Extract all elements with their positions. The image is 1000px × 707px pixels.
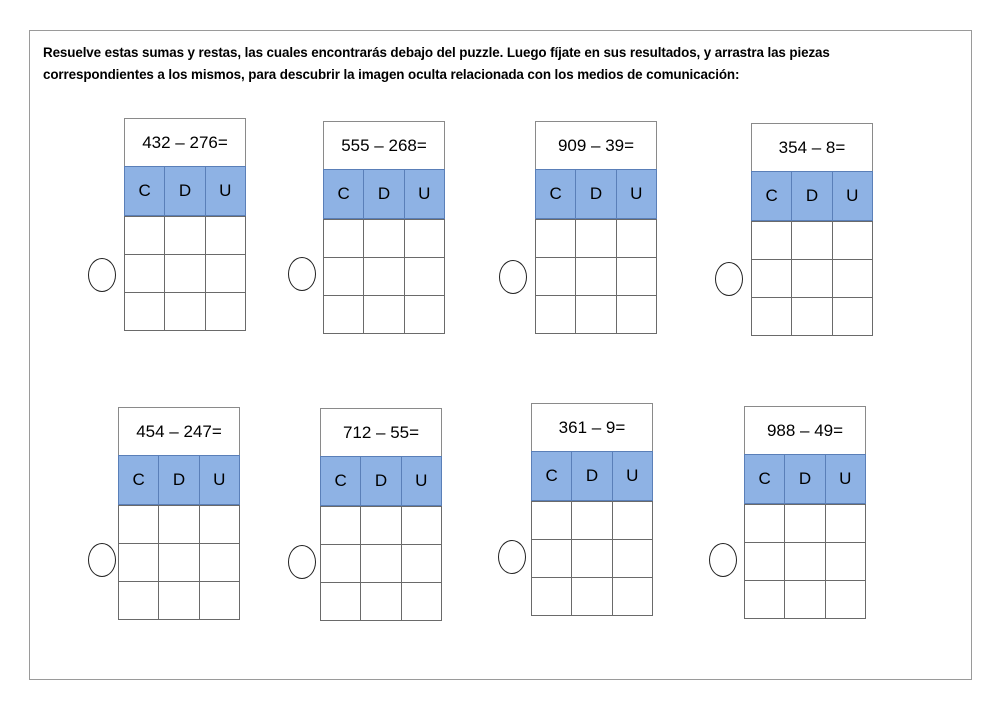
problem-expression: 712 – 55= — [320, 408, 442, 457]
operation-sign-circle[interactable] — [288, 257, 316, 291]
digit-cell[interactable] — [401, 506, 442, 545]
digit-cell[interactable] — [199, 581, 240, 620]
digit-cell[interactable] — [164, 292, 205, 331]
place-value-label: C — [320, 456, 361, 506]
digit-cell[interactable] — [199, 543, 240, 582]
answer-row — [744, 543, 866, 581]
answer-row — [118, 582, 240, 620]
digit-cell[interactable] — [158, 543, 199, 582]
answer-row — [744, 581, 866, 619]
place-value-label: U — [205, 166, 246, 216]
problem-expression: 432 – 276= — [124, 118, 246, 167]
digit-cell[interactable] — [401, 582, 442, 621]
digit-cell[interactable] — [571, 577, 612, 616]
digit-cell[interactable] — [535, 295, 576, 334]
operation-sign-circle[interactable] — [709, 543, 737, 577]
digit-cell[interactable] — [751, 259, 792, 298]
answer-row — [535, 220, 657, 258]
digit-cell[interactable] — [791, 221, 832, 260]
answer-row — [124, 293, 246, 331]
answer-row — [535, 296, 657, 334]
digit-cell[interactable] — [531, 539, 572, 578]
digit-cell[interactable] — [118, 505, 159, 544]
operation-sign-circle[interactable] — [715, 262, 743, 296]
place-value-label: C — [531, 451, 572, 501]
digit-cell[interactable] — [575, 219, 616, 258]
digit-cell[interactable] — [323, 219, 364, 258]
digit-cell[interactable] — [744, 542, 785, 581]
subtraction-problem — [751, 123, 873, 336]
digit-cell[interactable] — [158, 581, 199, 620]
answer-row — [323, 296, 445, 334]
place-value-label: C — [124, 166, 165, 216]
operation-sign-circle[interactable] — [88, 543, 116, 577]
subtraction-problem — [118, 407, 240, 620]
digit-cell[interactable] — [360, 544, 401, 583]
digit-cell[interactable] — [744, 504, 785, 543]
place-value-label: C — [751, 171, 792, 221]
place-value-label: C — [323, 169, 364, 219]
operation-sign-circle[interactable] — [499, 260, 527, 294]
subtraction-problem — [323, 121, 445, 334]
answer-row — [320, 545, 442, 583]
answer-row — [323, 258, 445, 296]
subtraction-problem — [320, 408, 442, 621]
digit-cell[interactable] — [118, 581, 159, 620]
digit-cell[interactable] — [205, 254, 246, 293]
digit-cell[interactable] — [320, 544, 361, 583]
place-value-header — [320, 457, 442, 507]
digit-cell[interactable] — [320, 506, 361, 545]
answer-row — [320, 583, 442, 621]
digit-cell[interactable] — [571, 501, 612, 540]
digit-cell[interactable] — [791, 297, 832, 336]
place-value-label: C — [118, 455, 159, 505]
place-value-header — [118, 456, 240, 506]
place-value-header — [323, 170, 445, 220]
digit-cell[interactable] — [531, 577, 572, 616]
place-value-label: D — [363, 169, 404, 219]
answer-row — [124, 217, 246, 255]
digit-cell[interactable] — [323, 257, 364, 296]
digit-cell[interactable] — [205, 216, 246, 255]
problem-expression: 988 – 49= — [744, 406, 866, 455]
digit-cell[interactable] — [832, 259, 873, 298]
place-value-label: D — [791, 171, 832, 221]
digit-cell[interactable] — [784, 542, 825, 581]
answer-row — [118, 506, 240, 544]
digit-cell[interactable] — [404, 295, 445, 334]
place-value-header — [531, 452, 653, 502]
digit-cell[interactable] — [744, 580, 785, 619]
operation-sign-circle[interactable] — [288, 545, 316, 579]
digit-cell[interactable] — [205, 292, 246, 331]
place-value-label: U — [825, 454, 866, 504]
digit-cell[interactable] — [401, 544, 442, 583]
place-value-label: U — [612, 451, 653, 501]
answer-row — [531, 578, 653, 616]
answer-row — [531, 540, 653, 578]
place-value-label: U — [616, 169, 657, 219]
place-value-label: D — [575, 169, 616, 219]
digit-cell[interactable] — [575, 295, 616, 334]
digit-cell[interactable] — [575, 257, 616, 296]
subtraction-problem — [531, 403, 653, 616]
place-value-label: U — [199, 455, 240, 505]
operation-sign-circle[interactable] — [498, 540, 526, 574]
answer-row — [751, 298, 873, 336]
place-value-header — [535, 170, 657, 220]
problem-expression: 909 – 39= — [535, 121, 657, 170]
place-value-label: U — [404, 169, 445, 219]
digit-cell[interactable] — [199, 505, 240, 544]
problem-expression: 354 – 8= — [751, 123, 873, 172]
digit-cell[interactable] — [320, 582, 361, 621]
digit-cell[interactable] — [832, 297, 873, 336]
problem-expression: 555 – 268= — [323, 121, 445, 170]
place-value-header — [744, 455, 866, 505]
answer-row — [124, 255, 246, 293]
digit-cell[interactable] — [751, 297, 792, 336]
place-value-label: D — [784, 454, 825, 504]
digit-cell[interactable] — [612, 577, 653, 616]
place-value-label: D — [571, 451, 612, 501]
answer-row — [118, 544, 240, 582]
answer-row — [535, 258, 657, 296]
subtraction-problem — [744, 406, 866, 619]
digit-cell[interactable] — [535, 257, 576, 296]
operation-sign-circle[interactable] — [88, 258, 116, 292]
subtraction-problem — [535, 121, 657, 334]
place-value-header — [751, 172, 873, 222]
digit-cell[interactable] — [571, 539, 612, 578]
digit-cell[interactable] — [791, 259, 832, 298]
digit-cell[interactable] — [164, 216, 205, 255]
place-value-label: C — [535, 169, 576, 219]
digit-cell[interactable] — [616, 219, 657, 258]
answer-row — [323, 220, 445, 258]
digit-cell[interactable] — [784, 580, 825, 619]
digit-cell[interactable] — [825, 542, 866, 581]
place-value-label: U — [401, 456, 442, 506]
digit-cell[interactable] — [531, 501, 572, 540]
problem-expression: 361 – 9= — [531, 403, 653, 452]
answer-row — [531, 502, 653, 540]
place-value-label: U — [832, 171, 873, 221]
digit-cell[interactable] — [124, 254, 165, 293]
place-value-label: D — [158, 455, 199, 505]
digit-cell[interactable] — [360, 506, 401, 545]
digit-cell[interactable] — [360, 582, 401, 621]
digit-cell[interactable] — [616, 257, 657, 296]
place-value-label: D — [164, 166, 205, 216]
digit-cell[interactable] — [124, 216, 165, 255]
digit-cell[interactable] — [118, 543, 159, 582]
digit-cell[interactable] — [784, 504, 825, 543]
digit-cell[interactable] — [404, 219, 445, 258]
digit-cell[interactable] — [825, 504, 866, 543]
place-value-header — [124, 167, 246, 217]
digit-cell[interactable] — [363, 295, 404, 334]
digit-cell[interactable] — [535, 219, 576, 258]
subtraction-problem — [124, 118, 246, 331]
digit-cell[interactable] — [751, 221, 792, 260]
digit-cell[interactable] — [164, 254, 205, 293]
digit-cell[interactable] — [404, 257, 445, 296]
digit-cell[interactable] — [612, 501, 653, 540]
place-value-label: C — [744, 454, 785, 504]
digit-cell[interactable] — [124, 292, 165, 331]
answer-row — [751, 260, 873, 298]
answer-row — [751, 222, 873, 260]
problem-expression: 454 – 247= — [118, 407, 240, 456]
digit-cell[interactable] — [825, 580, 866, 619]
digit-cell[interactable] — [832, 221, 873, 260]
digit-cell[interactable] — [323, 295, 364, 334]
place-value-label: D — [360, 456, 401, 506]
digit-cell[interactable] — [363, 219, 404, 258]
digit-cell[interactable] — [612, 539, 653, 578]
answer-row — [320, 507, 442, 545]
digit-cell[interactable] — [363, 257, 404, 296]
answer-row — [744, 505, 866, 543]
instructions-text: Resuelve estas sumas y restas, las cuales encontrarás debajo del puzzle. Luego fíjate en sus resultados, y arrastra las piezas correspondientes a los mismos, para descubrir la imagen oculta relacionada con los medios de comunicación: — [43, 45, 830, 82]
digit-cell[interactable] — [616, 295, 657, 334]
digit-cell[interactable] — [158, 505, 199, 544]
